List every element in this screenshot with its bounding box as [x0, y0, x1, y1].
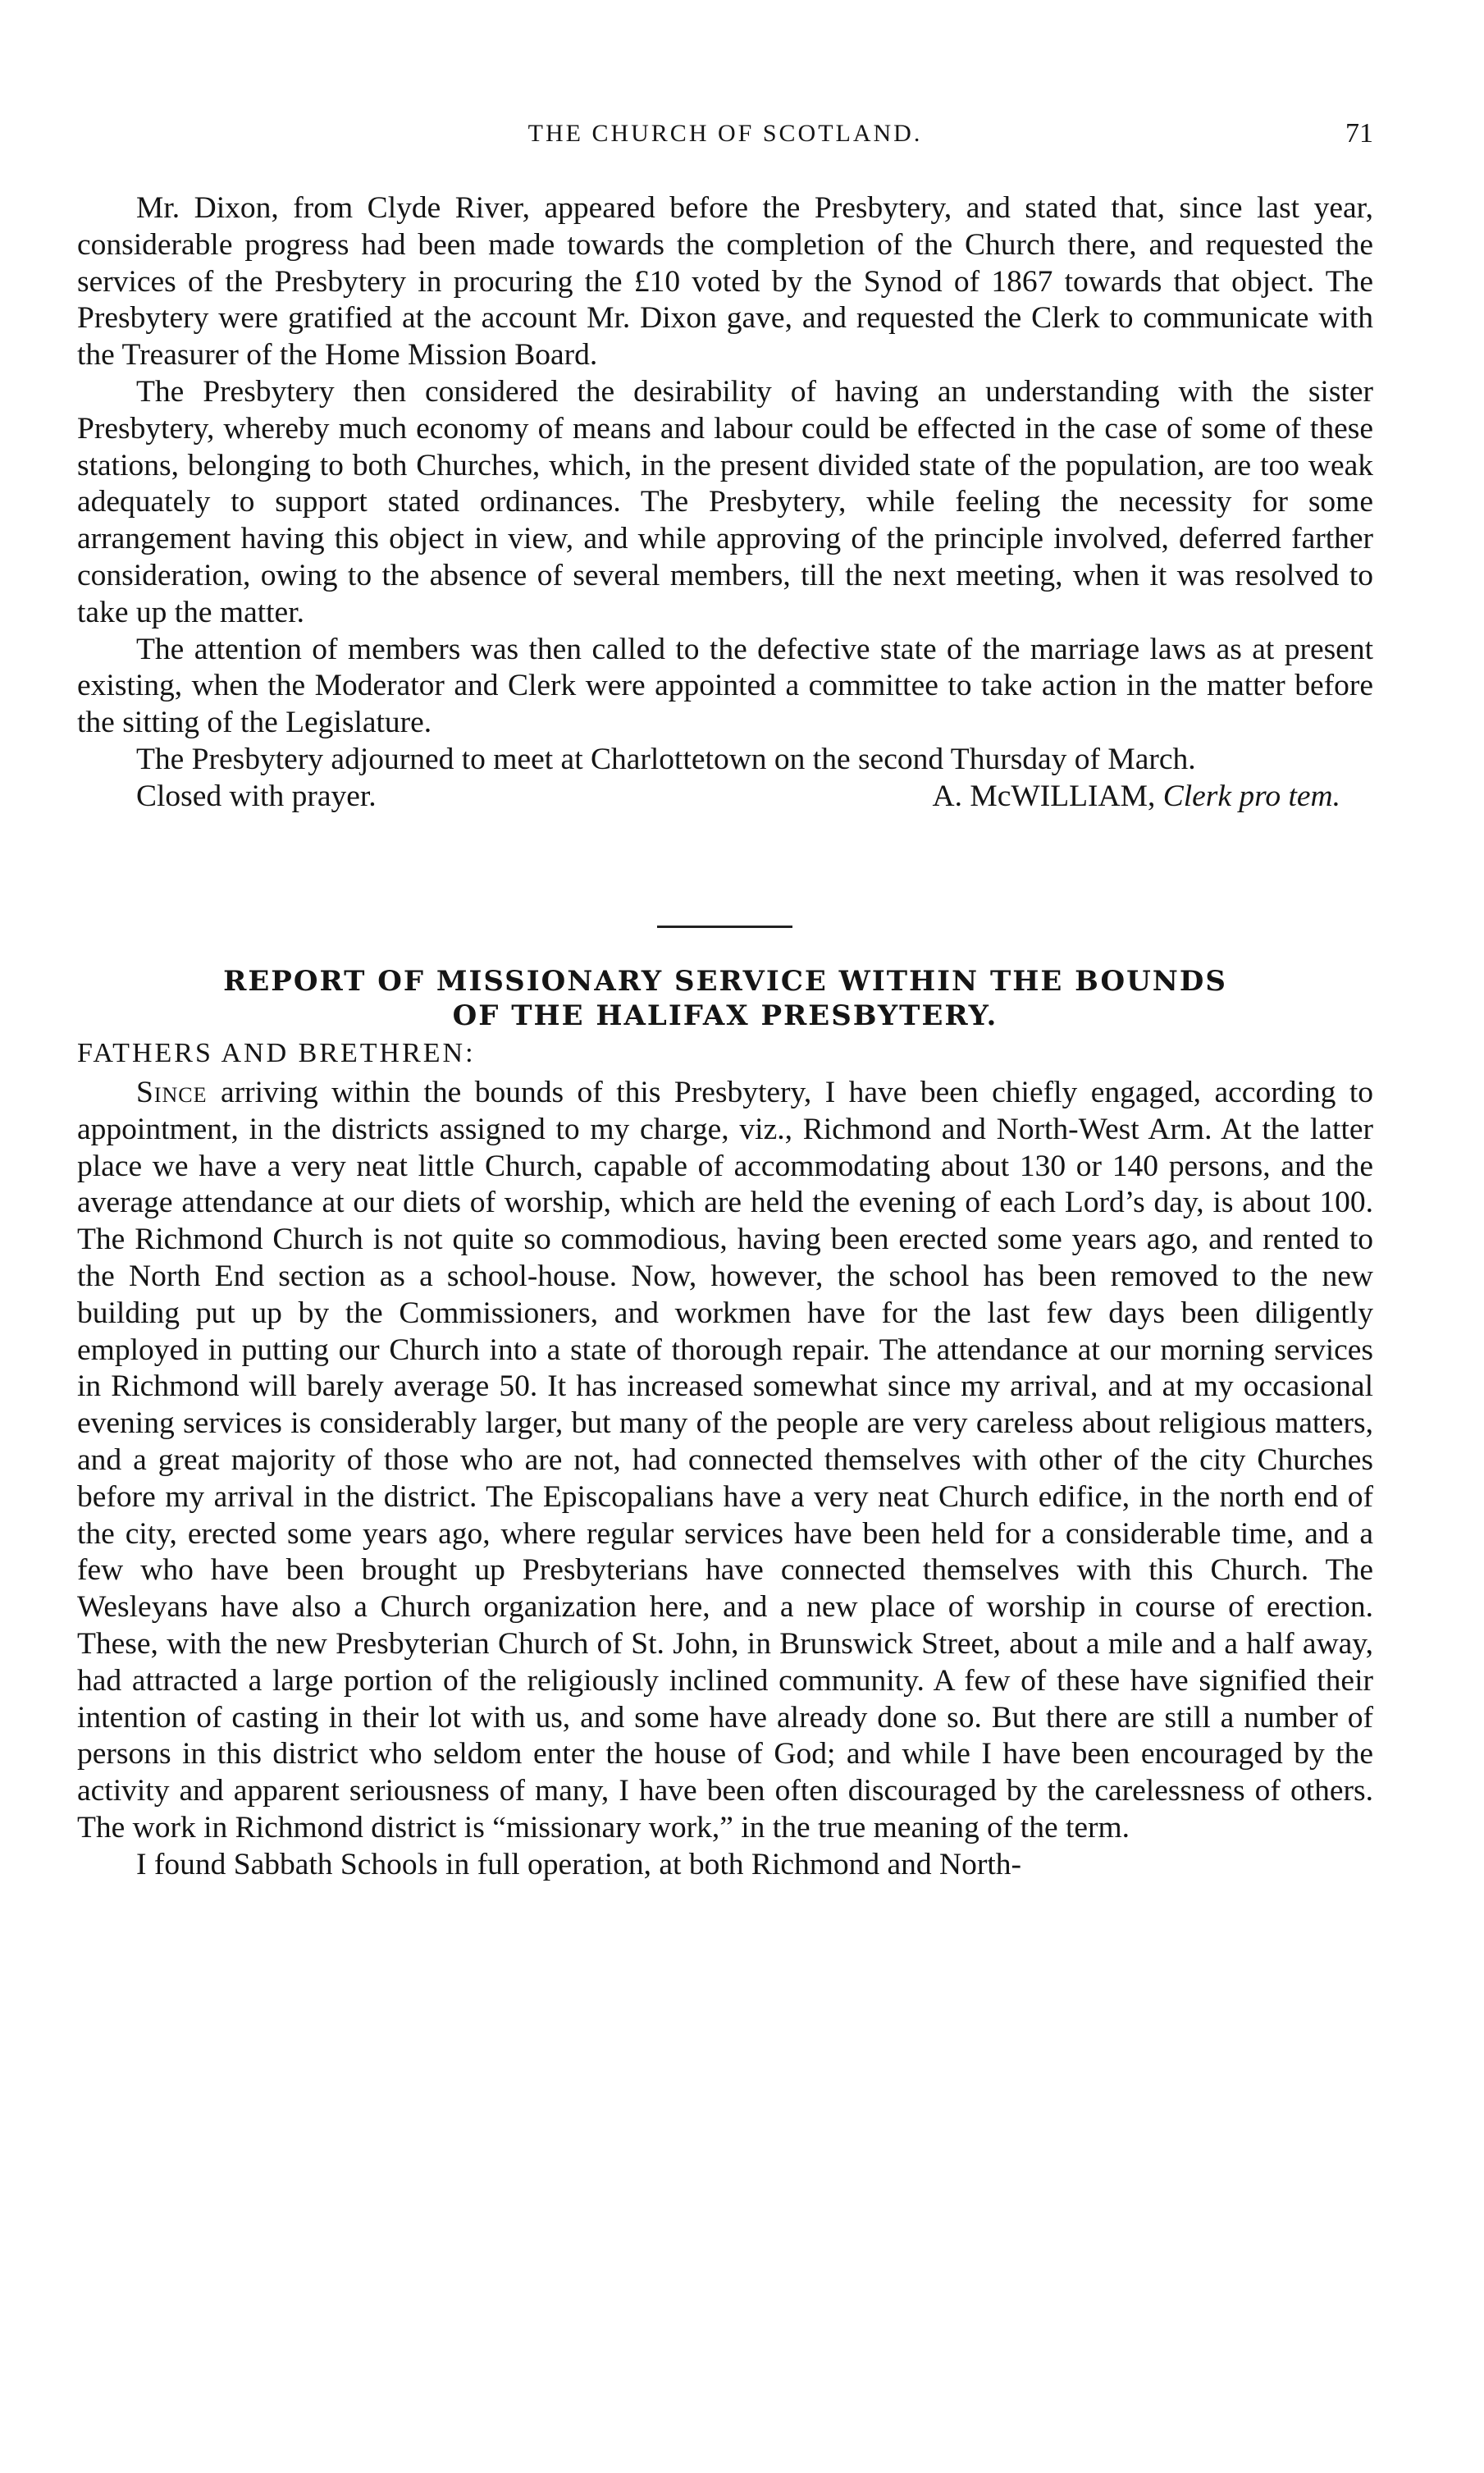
report-paragraph-2: I found Sabbath Schools in full operation, at both Richmond and North-: [136, 1847, 1022, 1881]
presbytery-minutes: [77, 190, 1373, 816]
report-paragraph-1-text: arriving within the bounds of this Presbytery, I have been chiefly engaged, according to appointment, in the districts assigned to my charge, viz., Richmond and North-West Arm. At the latter place we have a very neat little Church, capable of accommodating about 130 or 140 persons, and the average attendance at our diets of worship, which are held the evening of each Lord’s day, is about 100. The Richmond Church is not quite so commodious, having been erected some years ago, and rented to the North End section as a school-house. Now, however, the school has been removed to the new building put up by the Commissioners, and workmen have for the last few days been diligently employed in putting our Church into a state of thorough repair. The attendance at our morning services in Richmond will barely average 50. It has increased somewhat since my arrival, and at my occasional evening services is considerably larger, but many of the people are very careless about religious matters, and a great majority of those who are not, had connected themselves with other of the city Churches before my arrival in the district. The Episcopalians have a very neat Church edifice, in the north end of the city, erected some years ago, where regular services have been held for a considerable time, and a few who have been brought up Presbyterians have connected themselves with this Church. The Wesleyans have also a Church organization here, and a new place of worship in course of erection. These, with the new Presbyterian Church of St. John, in Brunswick Street, about a mile and a half away, had attracted a large portion of the religiously inclined community. A few of these have signified their intention of casting in their lot with us, and some have already done so. But there are still a number of persons in this district who seldom enter the house of God; and while I have been encouraged by the activity and apparent seriousness of many, I have been often discouraged by the carelessness of others. The work in Richmond district is “missionary work,” in the true meaning of the term.: [77, 1076, 1373, 1844]
section-divider: [657, 926, 792, 928]
running-head: [77, 113, 1373, 154]
paragraph-marriage-laws: The attention of members was then called to the defective state of the marriage laws as at present existing, when the Moderator and Clerk were appointed a committee to take action in the matter before the sitting of the Legislature.: [77, 632, 1373, 740]
running-title: THE CHURCH OF SCOTLAND.: [527, 120, 923, 147]
salutation: FATHERS AND BRETHREN:: [77, 1038, 476, 1068]
report-paragraph-1: [77, 1075, 1373, 1847]
paragraph-adjournment: The Presbytery adjourned to meet at Charlottetown on the second Thursday of March.: [136, 742, 1196, 776]
lead-word: Since: [136, 1076, 208, 1109]
paragraph-sister-presbytery: The Presbytery then considered the desirability of having an understanding with the sister Presbytery, whereby much economy of means and labour could be effected in the case of some of these stations, belonging to both Churches, which, in the present divided state of the population, are too weak adequately to support stated ordinances. The Presbytery, while feeling the necessity for some arrangement having this object in view, and while approving of the principle involved, deferred farther consideration, owing to the absence of several members, till the next meeting, when it was resolved to take up the matter.: [77, 374, 1373, 629]
signoff-line: [77, 779, 1373, 816]
report-heading-line-1: REPORT OF MISSIONARY SERVICE WITHIN THE BOUNDS: [223, 965, 1227, 998]
report-body: [77, 1075, 1373, 1884]
book-page: [77, 0, 1373, 2473]
signature-title: Clerk pro tem.: [1162, 779, 1340, 813]
report-heading: [77, 964, 1373, 1033]
page-number: 71: [1345, 118, 1373, 149]
paragraph-clyde-river: Mr. Dixon, from Clyde River, appeared before the Presbytery, and stated that, since last year, considerable progress had been made towards the completion of the Church there, and requested the services of the Presbytery in procuring the £10 voted by the Synod of 1867 towards that object. The Presbytery were gratified at the account Mr. Dixon gave, and requested the Clerk to communicate with the Treasurer of the Home Mission Board.: [77, 191, 1373, 373]
report-heading-line-2: OF THE HALIFAX PRESBYTERY.: [452, 999, 998, 1032]
signature-name: A. McWILLIAM,: [932, 779, 1156, 813]
signature: [933, 779, 1373, 816]
closing-note: Closed with prayer.: [136, 779, 377, 813]
